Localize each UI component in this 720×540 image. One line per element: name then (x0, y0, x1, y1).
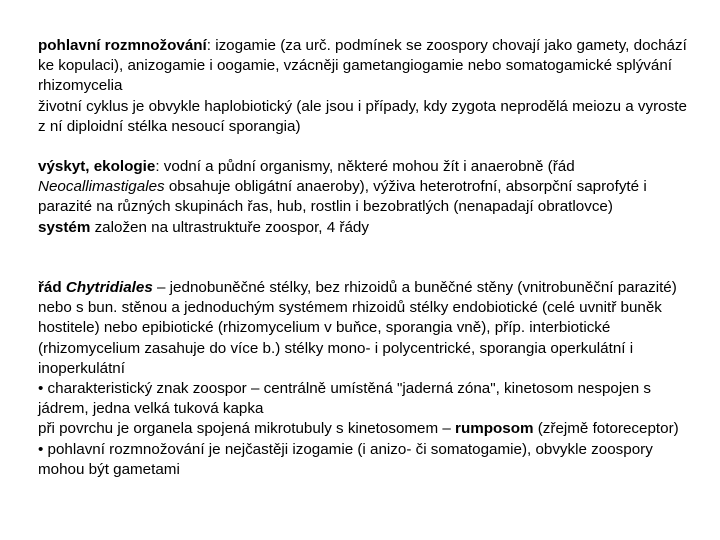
paragraph-text: (zřejmě fotoreceptor) (533, 420, 679, 438)
paragraph-block-reproduction (38, 36, 698, 137)
term-bold: výskyt, ekologie (38, 158, 156, 175)
taxon-italic: Neocallimastigales (38, 178, 165, 196)
term-bold: rumposom (455, 420, 534, 438)
system-paragraph (38, 218, 698, 238)
chytridiales-paragraph (38, 278, 698, 379)
term-bold (38, 279, 153, 296)
paragraph-text: – jednobuněčné stélky, bez rhizoidů a buněčné stěny (vnitrobuněční parazité) nebo s bun. stěnou a jednoduchým systémem rhizoidů stélky endobiotické (celé uvnitř buněk hostitele) nebo epibiotické (rhizomycelium v buňce, sporangia vně), příp. interbiotické (rhizomycelium zasahuje do více b.) stélky mono- i polycentrické, sporangia operkulátní i inoperkulátní (38, 279, 677, 377)
paragraph-text: : vodní a půdní organismy, některé mohou žít i anaerobně (řád (155, 158, 575, 175)
rumposom-paragraph (38, 419, 698, 439)
term-bold: systém (38, 218, 91, 236)
paragraph-text: při povrchu je organela spojená mikrotubuly s kinetosomem – (38, 420, 456, 438)
paragraph-block-ecology (38, 157, 698, 238)
sexual-reproduction-bullet: • pohlavní rozmnožování je nejčastěji izogamie (i anizo- či somatogamie), obvykle zoospory mohou být gametami (38, 440, 653, 478)
paragraph-text: založen na ultrastruktuře zoospor, 4 řády (90, 218, 369, 236)
paragraph-block-chytridiales (38, 278, 698, 480)
taxon-italic: Chytridiales (65, 279, 153, 296)
ecology-paragraph (38, 157, 698, 218)
zoospore-bullet: • charakteristický znak zoospor – centrálně umístěná "jaderná zóna", kinetosom nespojen s jádrem, jedna velká tuková kapka (38, 380, 651, 418)
reproduction-paragraph (38, 36, 698, 97)
term-bold: pohlavní rozmnožování (38, 37, 207, 54)
term-prefix: řád (38, 279, 66, 296)
life-cycle-paragraph: životní cyklus je obvykle haplobiotický (ale jsou i případy, kdy zygota neprodělá meiozu a vyroste z ní diploidní stélka nesoucí sporangia) (38, 97, 687, 135)
paragraph-text: obsahuje obligátní anaeroby), výživa heterotrofní, absorpční saprofyté i parazité na různých skupinách řas, hub, rostlin i bezobratlých (nenapadají obratlovce) (38, 178, 647, 216)
paragraph-text: : izogamie (za urč. podmínek se zoospory chovají jako gamety, dochází ke kopulaci), anizogamie i oogamie, vzácněji gametangiogamie nebo somatogamické splývání rhizomycelia (38, 37, 687, 95)
